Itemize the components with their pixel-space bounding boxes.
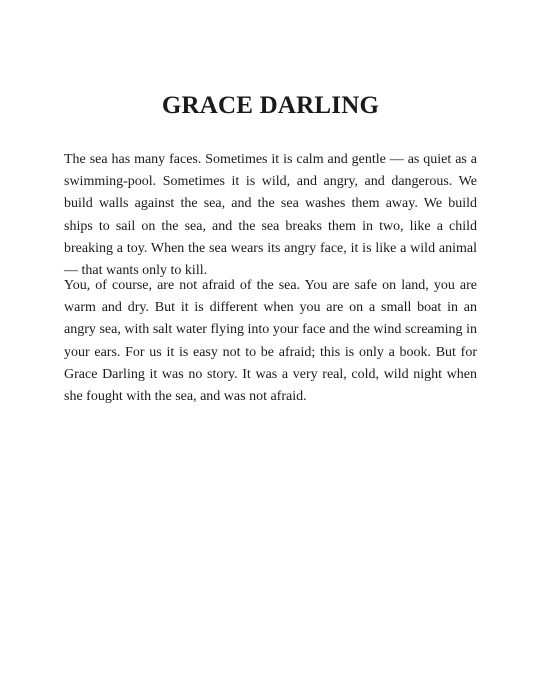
paragraph-2: You, of course, are not afraid of the sea. You are safe on land, you are warm and dry. But it is different when you are on a small boat in an angry sea, with salt water flying into your face and the wind screaming in your ears. For us it is easy not to be afraid; this is only a book. But for Grace Darling it was no story. It was a very real, cold, wild night when she fought with the sea, and was not afraid. xyxy=(64,278,477,405)
paragraph-1: The sea has many faces. Sometimes it is calm and gentle — as quiet as a swimming-pool. Sometimes it is wild, and angry, and dangerous. We build walls against the sea, and the sea washes them away. We build ships to sail on the sea, and the sea breaks them in two, like a child breaking a toy. When the sea wears its angry face, it is like a wild animal — that wants only to kill. xyxy=(64,152,477,279)
page-title: GRACE DARLING xyxy=(161,92,380,119)
